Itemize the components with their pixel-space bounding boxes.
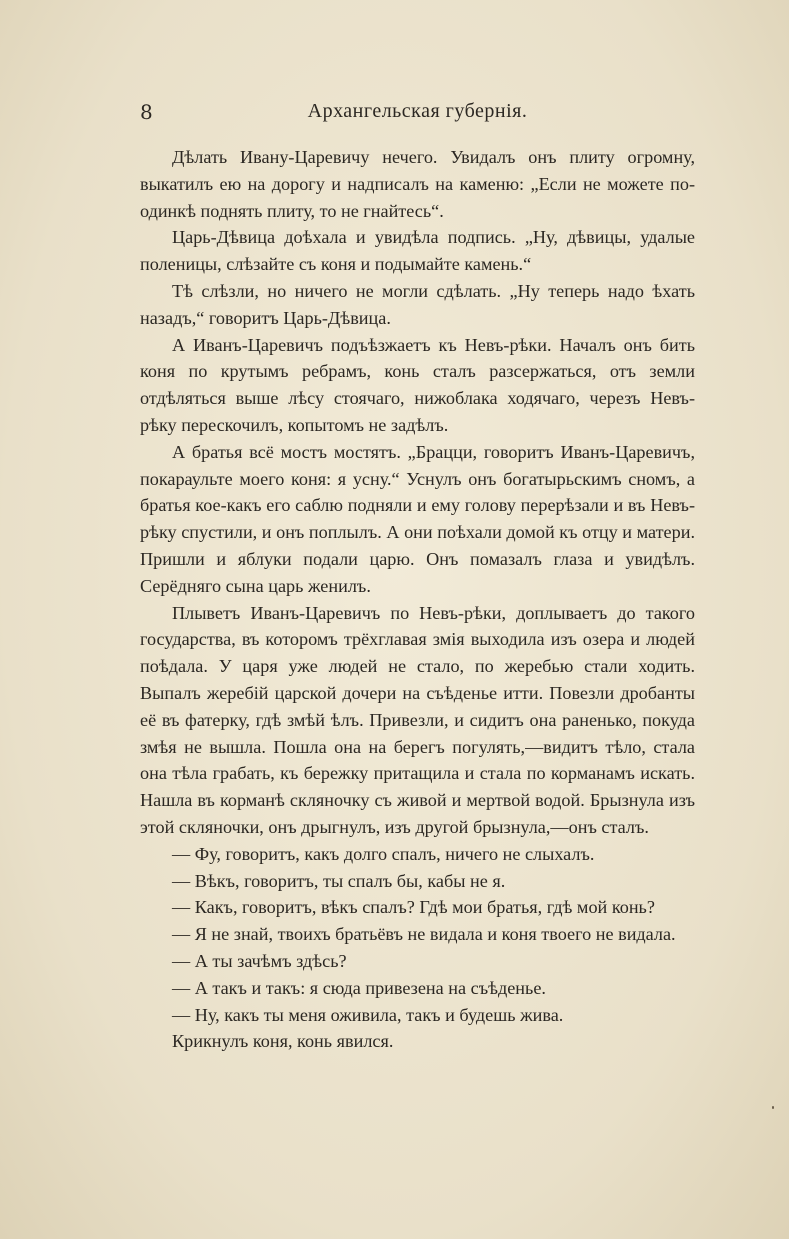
paragraph: А Иванъ-Царевичъ подъѣзжаетъ къ Невъ-рѣки. Началъ онъ бить коня по крутымъ ребрамъ, конь сталъ разсержаться, отъ земли отдѣляться выше лѣсу стоячаго, нижоблака ходячаго, черезъ Невъ-рѣку перескочилъ, копытомъ не задѣлъ. (140, 334, 695, 435)
paragraph: Тѣ слѣзли, но ничего не могли сдѣлать. „Ну теперь надо ѣхать назадъ,“ говоритъ Царь-Дѣвица. (140, 280, 695, 328)
dialogue-line: — А такъ и такъ: я сюда привезена на съѣденье. (172, 977, 546, 998)
paragraph: А братья всё мостъ мостятъ. „Брацци, говоритъ Иванъ-Царевичъ, покараульте моего коня: я усну.“ Уснулъ онъ богатырьскимъ сномъ, а братья кое-какъ его саблю подняли и ему голову перерѣзали и въ Невъ-рѣку спустили, и онъ поплылъ. А они поѣхали домой къ отцу и матери. Пришли и яблуки подали царю. Онъ помазалъ глаза и увидѣлъ. Серёдняго сына царь женилъ. (140, 441, 695, 596)
body-text (140, 144, 695, 1055)
dialogue-line: — Ну, какъ ты меня оживила, такъ и будешь жива. (172, 1004, 564, 1025)
paragraph: Царь-Дѣвица доѣхала и увидѣла подпись. „Ну, дѣвицы, удалые поленицы, слѣзайте съ коня и подымайте камень.“ (140, 227, 695, 275)
page-header (140, 100, 695, 130)
dialogue-line: — Я не знай, твоихъ братьёвъ не видала и коня твоего не видала. (172, 924, 676, 945)
running-title: Архангельская губернія. (307, 100, 528, 122)
dialogue-line: — Вѣкъ, говоритъ, ты спалъ бы, кабы не я. (172, 870, 506, 891)
page-number: 8 (140, 100, 153, 124)
ink-speck (772, 1106, 774, 1109)
dialogue-line: — Фу, говоритъ, какъ долго спалъ, ничего не слыхалъ. (172, 843, 595, 864)
paragraph: Плыветъ Иванъ-Царевичъ по Невъ-рѣки, доплываетъ до такого государства, въ которомъ трёхглавая змія выходила изъ озера и людей поѣдала. У царя уже людей не стало, по жеребью стали ходить. Выпалъ жеребій царской дочери на съѣденье итти. Повезли дробанты её въ фатерку, гдѣ змѣй ѣлъ. Привезли, и сидитъ она раненько, покуда змѣя не вышла. Пошла она на берегъ погулять,—видитъ тѣло, стала она тѣла грабать, къ бережку притащила и стала по корманамъ искать. Нашла въ корманѣ скляночку съ живой и мертвой водой. Брызнула изъ этой скляночки, онъ дрыгнулъ, изъ другой брызнула,—онъ сталъ. (140, 602, 695, 837)
dialogue-line: — Какъ, говоритъ, вѣкъ спалъ? Гдѣ мои братья, гдѣ мой конь? (172, 897, 655, 918)
paragraph: Крикнулъ коня, конь явился. (172, 1031, 394, 1052)
paragraph: Дѣлать Ивану-Царевичу нечего. Увидалъ онъ плиту огромну, выкатилъ ею на дорогу и надписалъ на каменю: „Если не можете по-одинкѣ поднять плиту, то не гнайтесь“. (140, 147, 695, 221)
dialogue-line: — А ты зачѣмъ здѣсь? (172, 950, 347, 971)
